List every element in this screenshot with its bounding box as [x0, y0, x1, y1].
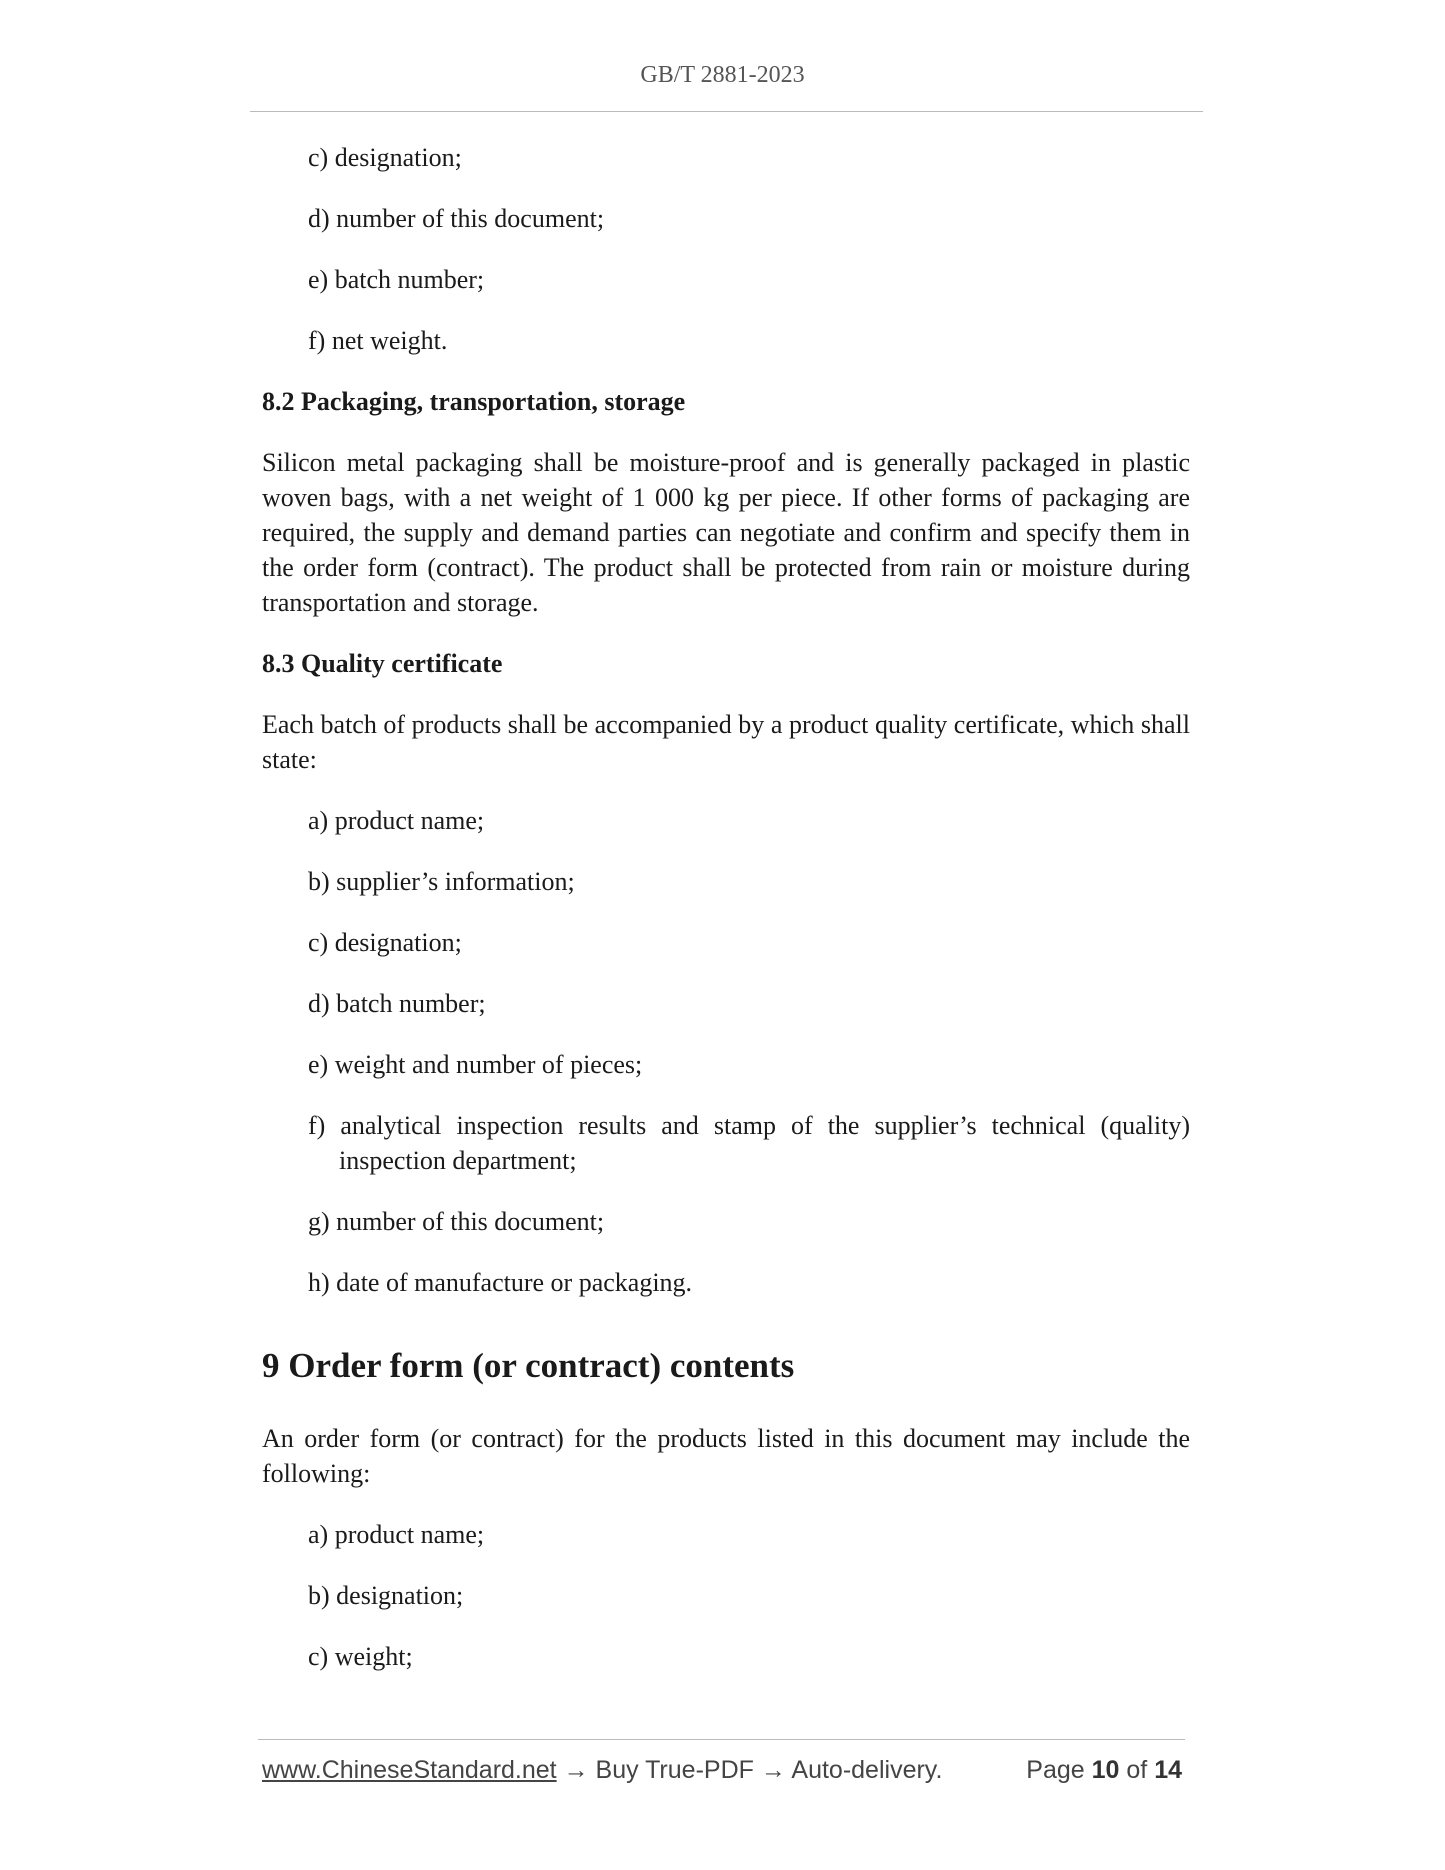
page-indicator — [1026, 1756, 1182, 1785]
paragraph-order-form: An order form (or contract) for the products listed in this document may include the following: — [262, 1424, 1190, 1488]
list-item: c) designation; — [308, 143, 462, 172]
list-item: d) batch number; — [308, 989, 486, 1018]
paragraph-quality-certificate: Each batch of products shall be accompanied by a product quality certificate, which shall state: — [262, 710, 1190, 774]
list-item: g) number of this document; — [308, 1207, 605, 1236]
list-item: a) product name; — [308, 1520, 485, 1549]
list-item: h) date of manufacture or packaging. — [308, 1268, 693, 1297]
footer-divider — [258, 1739, 1185, 1740]
list-item: e) batch number; — [308, 265, 485, 294]
of-label: of — [1126, 1756, 1148, 1784]
list-item: f) net weight. — [308, 326, 448, 355]
list-item: b) supplier’s information; — [308, 867, 575, 896]
clause-heading-9: 9 Order form (or contract) contents — [262, 1346, 795, 1385]
section-heading-8-3: 8.3 Quality certificate — [262, 649, 503, 678]
page-total: 14 — [1154, 1756, 1182, 1784]
page-current: 10 — [1091, 1756, 1120, 1784]
list-item: e) weight and number of pieces; — [308, 1050, 643, 1079]
list-item: a) product name; — [308, 806, 485, 835]
footer-website-link[interactable]: www.ChineseStandard.net — [262, 1756, 557, 1784]
footer — [262, 1756, 1182, 1785]
list-item: c) weight; — [308, 1642, 413, 1671]
list-item: c) designation; — [308, 928, 462, 957]
list-item: f) analytical inspection results and stamp of the supplier’s technical (quality) inspection department; — [308, 1111, 1190, 1175]
section-heading-8-2: 8.2 Packaging, transportation, storage — [262, 387, 686, 416]
footer-promo-text: → Buy True-PDF → Auto-delivery. — [556, 1756, 943, 1784]
header-doc-code: GB/T 2881-2023 — [640, 62, 805, 88]
paragraph-packaging: Silicon metal packaging shall be moisture-proof and is generally packaged in plastic woven bags, with a net weight of 1 000 kg per piece. If other forms of packaging are required, the supply and demand parties can negotiate and confirm and specify them in the order form (contract). The product shall be protected from rain or moisture during transportation and storage. — [262, 448, 1190, 617]
list-item: d) number of this document; — [308, 204, 605, 233]
page-label: Page — [1026, 1756, 1085, 1784]
header-divider — [250, 111, 1203, 112]
list-item: b) designation; — [308, 1581, 464, 1610]
document-body — [262, 140, 1190, 1700]
